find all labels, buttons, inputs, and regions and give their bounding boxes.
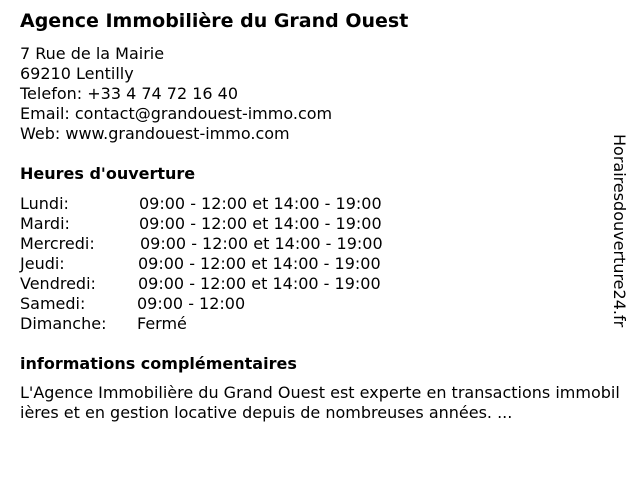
day-label: Jeudi: [20,254,65,273]
day-hours: 09:00 - 12:00 et 14:00 - 19:00 [140,234,383,253]
phone-number: Telefon: +33 4 74 72 16 40 [20,84,239,103]
day-label: Mercredi: [20,234,95,253]
street-address: 7 Rue de la Mairie [20,44,165,63]
address-block [20,44,332,144]
hours-row-thursday [20,254,440,274]
city-postcode: 69210 Lentilly [20,64,134,83]
day-label: Dimanche: [20,314,107,333]
additional-info-heading: informations complémentaires [20,354,297,373]
email-address: Email: contact@grandouest-immo.com [20,104,333,123]
opening-hours-heading: Heures d'ouverture [20,164,196,183]
hours-row-sunday [20,314,440,334]
day-hours: 09:00 - 12:00 et 14:00 - 19:00 [138,274,381,293]
hours-row-friday [20,274,440,294]
day-hours: 09:00 - 12:00 [137,294,246,313]
website-address: Web: www.grandouest-immo.com [20,124,290,143]
day-hours: 09:00 - 12:00 et 14:00 - 19:00 [138,254,381,273]
day-hours: 09:00 - 12:00 et 14:00 - 19:00 [139,194,382,213]
opening-hours-table [20,194,440,334]
day-label: Vendredi: [20,274,96,293]
business-name: Agence Immobilière du Grand Ouest [20,10,409,32]
hours-row-wednesday [20,234,440,254]
hours-row-tuesday [20,214,440,234]
watermark-text: Horairesdouverture24.fr [610,134,629,328]
day-hours: 09:00 - 12:00 et 14:00 - 19:00 [139,214,382,233]
day-label: Lundi: [20,194,69,213]
additional-info-text: L'Agence Immobilière du Grand Ouest est experte en transactions immobilières et en gestion locative depuis de nombreuses années. ... [20,383,620,422]
hours-row-monday [20,194,440,214]
day-label: Samedi: [20,294,86,313]
hours-row-saturday [20,294,440,314]
day-hours: Fermé [137,314,187,333]
day-label: Mardi: [20,214,70,233]
